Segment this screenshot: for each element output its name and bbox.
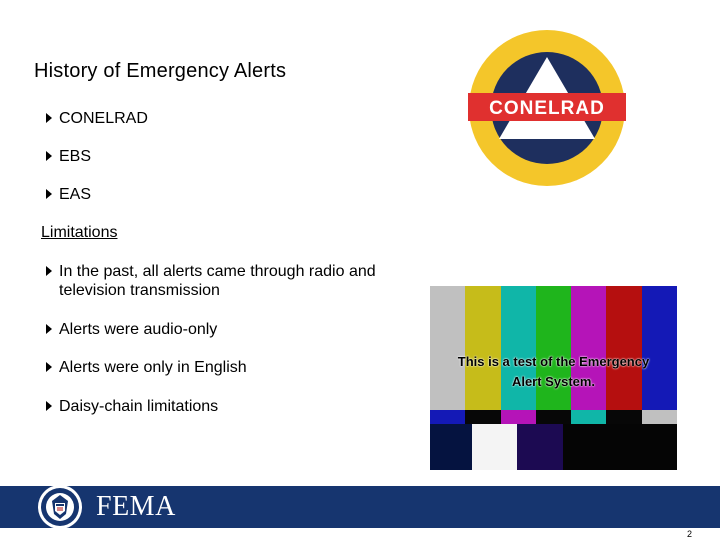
bullet-limitation-transmission [46,262,409,300]
color-bars-middle [430,410,677,424]
bullet-ebs [46,147,409,166]
bullet-limitation-english [46,358,409,377]
bullet-limitation-daisy-chain [46,397,409,416]
arrow-bullet-icon [46,113,52,123]
limitations-heading: Limitations [41,224,118,241]
conelrad-logo [468,29,626,187]
bullet-text: Alerts were audio-only [59,321,218,338]
bullet-text: In the past, all alerts came through radio and television transmission [59,263,376,299]
logo-text: CONELRAD [489,98,605,119]
arrow-bullet-icon [46,266,52,276]
bullet-eas [46,185,409,204]
test-caption [430,352,677,392]
bullet-text: EAS [59,186,92,203]
bullet-conelrad [46,109,409,128]
bullet-limitation-audio [46,320,409,339]
bullet-text: EBS [59,148,92,165]
eas-test-pattern [430,286,677,470]
bullet-text: Alerts were only in English [59,359,247,376]
arrow-bullet-icon [46,189,52,199]
dhs-seal-icon [37,484,83,530]
arrow-bullet-icon [46,324,52,334]
slide-title: History of Emergency Alerts [34,60,287,82]
bullet-text: Daisy-chain limitations [59,398,219,415]
test-caption-line2: Alert System. [511,374,596,389]
test-caption-line1: This is a test of the Emergency [457,354,650,369]
arrow-bullet-icon [46,151,52,161]
page-number: 2 [686,529,692,539]
fema-wordmark: FEMA [96,491,176,522]
color-bars-bottom [430,424,677,470]
bullet-text: CONELRAD [59,110,148,127]
arrow-bullet-icon [46,362,52,372]
arrow-bullet-icon [46,401,52,411]
